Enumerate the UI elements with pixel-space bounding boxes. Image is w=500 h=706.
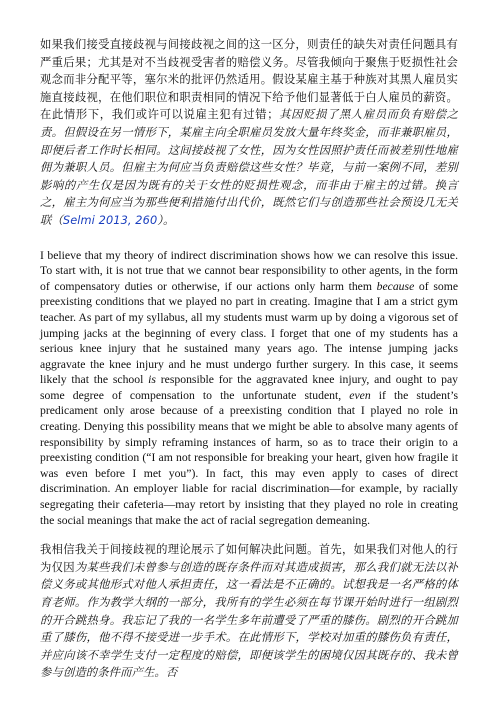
- en-text-1: I believe that my theory of indirect discrimination shows how we can resolve this issue. To start with, it is not true that we cannot bear responsibility to other agents, in the form of compensatory duties or otherwise, if our actions only harm them: [40, 248, 458, 293]
- chinese-paragraph-1: [40, 36, 458, 230]
- zh-p1-italic-text: 其因贬损了黑人雇员而负有赔偿之责。但假设在另一情形下，某雇主向全职雇员发放大量年终奖金，而非兼职雇员，即便后者工作时长相同。这间接歧视了女性，因为女性因照护责任而被差别性地雇佣为兼职人员。但雇主为何应当负责赔偿这些女性？毕竟，与前一案例不同，差别影响的产生仅是因为既有的关于女性的贬损性观念，而非由于雇主的过错。换言之，雇主为何应当为那些便利措施付出代价，既然它们与创造那些社会预设几无关联（: [40, 107, 459, 227]
- en-text-2: of some preexisting conditions that we played no part in creating. Imagine that I am a strict gym teacher. As part of my syllabus, all my students must warm up by doing a vigorous set of jumping jacks at the beginning of every class. I forget that one of my students has a serious knee injury that he sustained many years ago. The intense jumping jacks aggravate the knee injury and he must undergo further surgery. In this case, it seems likely that the school: [40, 279, 459, 387]
- en-text-3: responsible for the aggravated knee injury, and ought to pay some degree of compensation to the unfortunate student,: [40, 373, 458, 402]
- chinese-paragraph-2: [40, 541, 458, 682]
- english-paragraph: [40, 248, 458, 529]
- citation-link-selmi[interactable]: Selmi 2013, 260: [62, 212, 158, 227]
- zh-p1-upright-text: 如果我们接受直接歧视与间接歧视之间的这一区分，则责任的缺失对责任问题具有严重后果；尤其是对不当歧视受害者的赔偿义务。尽管我倾向于聚焦于贬损性社会观念而非分配平等，塞尔米的批评仍然适用。假设某雇主基于种族对其黑人雇员实施直接歧视，在他们职位和职责相同的情况下给予他们显著低于白人雇员的薪资。在此情形下，我们或许可以说雇主犯有过错；: [40, 37, 458, 122]
- en-emphasis-even: even: [349, 388, 371, 402]
- en-emphasis-because: because: [376, 279, 415, 293]
- zh-p3-italic-text: 为某些我们未曾参与创造的既存条件而对其造成损害，那么我们就无法以补偿义务或其他形式对他人承担责任，这一看法是不正确的。试想我是一名严格的体育老师。作为教学大纲的一部分，我所有的学生必须在每节课开始时进行一组剧烈的开合跳热身。我忘记了我的一名学生多年前遭受了严重的膝伤。剧烈的开合跳加重了膝伤，他不得不接受进一步手术。在此情形下，学校对加重的膝伤负有责任，并应向该不幸学生支付一定程度的赔偿，即便该学生的困境仅因其既存的、我未曾参与创造的条件而产生。否: [40, 559, 458, 680]
- en-text-4: if the student’s predicament only arose because of a preexisting condition that I played no role in creating. Denying this possibility means that we might be able to absolve many agents of responsibility by simply reframing instances of harm, so as to trace their origin to a preexisting condition (“I am not responsible for breaking your heart, given how fragile it was even before I met you”). In fact, this may even apply to cases of direct discrimination. An employer liable for racial discrimination—for example, by racially segregating their cafeteria—may retort by insisting that they played no role in creating the social meanings that make the act of racial segregation demeaning.: [40, 388, 458, 527]
- zh-p3-upright-text: 我相信我关于间接歧视的理论展示了如何解决此问题。首先，如果我们对他人的行为仅因: [40, 542, 458, 574]
- zh-p1-end-text: ）。: [157, 212, 175, 227]
- en-emphasis-is: is: [148, 373, 156, 387]
